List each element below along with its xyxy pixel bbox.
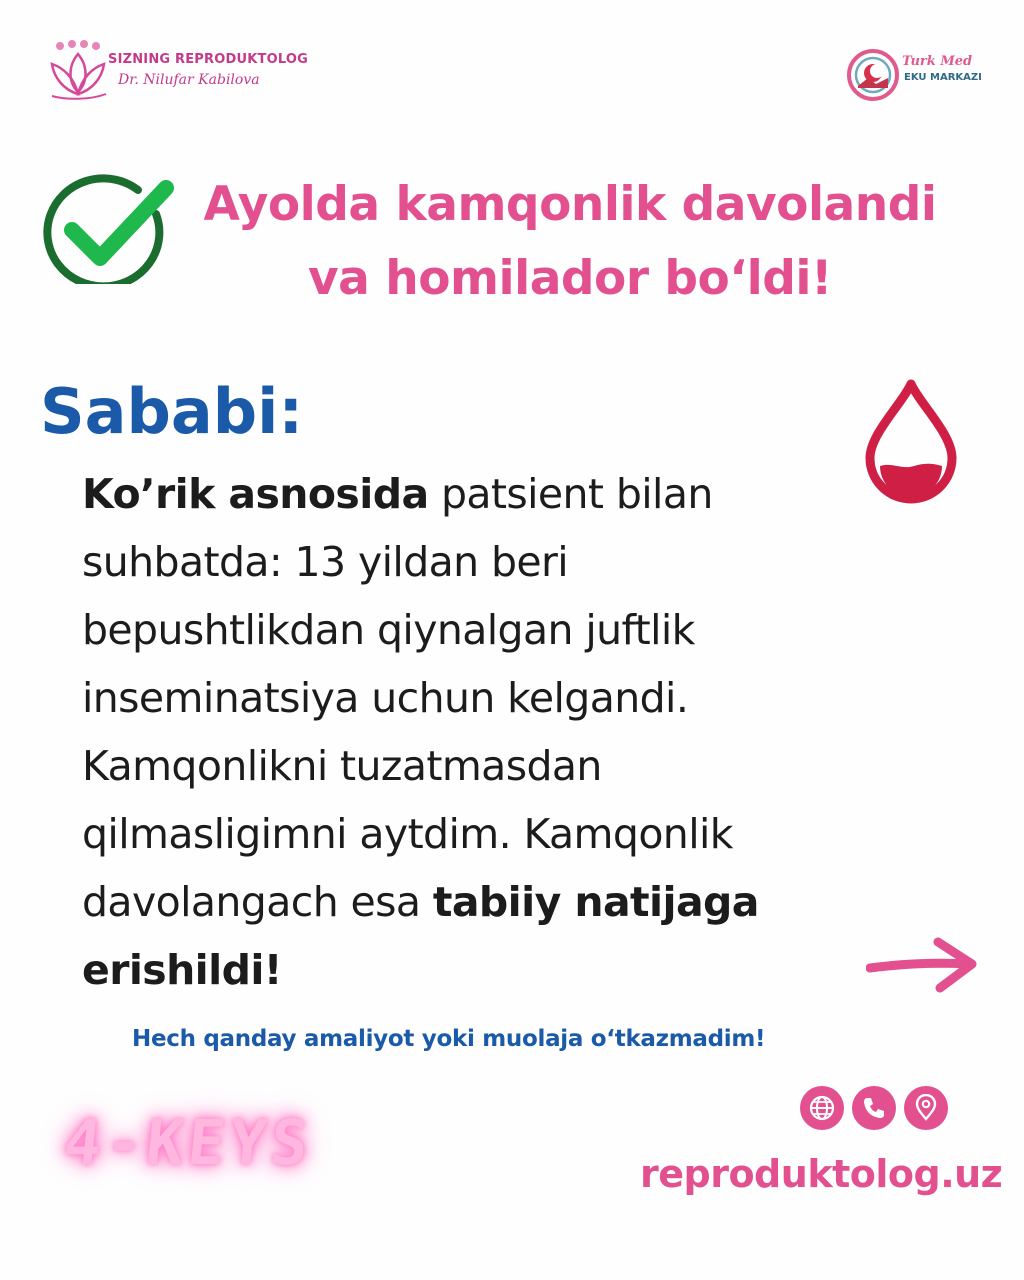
story-line: Kamqonlikni tuzatmasdan [82,742,602,790]
disclaimer-note: Hech qanday amaliyot yoki muolaja o‘tkazmadim! [132,1026,766,1052]
headline [190,168,950,316]
story-line: bepushtlikdan qiynalgan juftlik [82,606,695,654]
clinic-emblem-icon [846,48,900,102]
story-line: davolangach esa [82,878,433,926]
partner-logo [842,44,982,106]
location-pin-icon[interactable] [904,1086,948,1130]
brand-title: SIZNING REPRODUKTOLOG [108,52,308,67]
phone-icon[interactable] [852,1086,896,1130]
story-line: qilmasligimni aytdim. Kamqonlik [82,810,733,858]
blood-drop-icon [862,378,960,504]
arrow-right-icon[interactable] [866,936,978,994]
lotus-icon [46,38,112,104]
website-link[interactable]: reproduktolog.uz [640,1152,1003,1196]
story-line: suhbatda: 13 yildan beri [82,538,569,586]
globe-icon[interactable] [800,1086,844,1130]
brand-subtitle: Dr. Nilufar Kabilova [118,72,260,88]
headline-line-2: va homilador bo‘ldi! [308,251,832,306]
story-line: patsient bilan [428,470,713,518]
headline-line-1: Ayolda kamqonlik davolandi [203,177,937,232]
story-line: inseminatsiya uchun kelgandi. [82,674,689,722]
partner-name: Turk Med [902,54,973,69]
brand-logo [46,38,316,104]
section-title: Sababi: [40,375,304,448]
story-text [82,460,872,1004]
case-badge: 4-KEYS [60,1106,316,1179]
story-emphasis: tabiiy natijaga [432,878,759,926]
story-emphasis: Ko’rik asnosida [82,470,429,518]
partner-subtitle: EKU MARKAZI [904,72,982,83]
checkmark-icon [38,172,178,284]
story-emphasis: erishildi! [82,946,282,994]
